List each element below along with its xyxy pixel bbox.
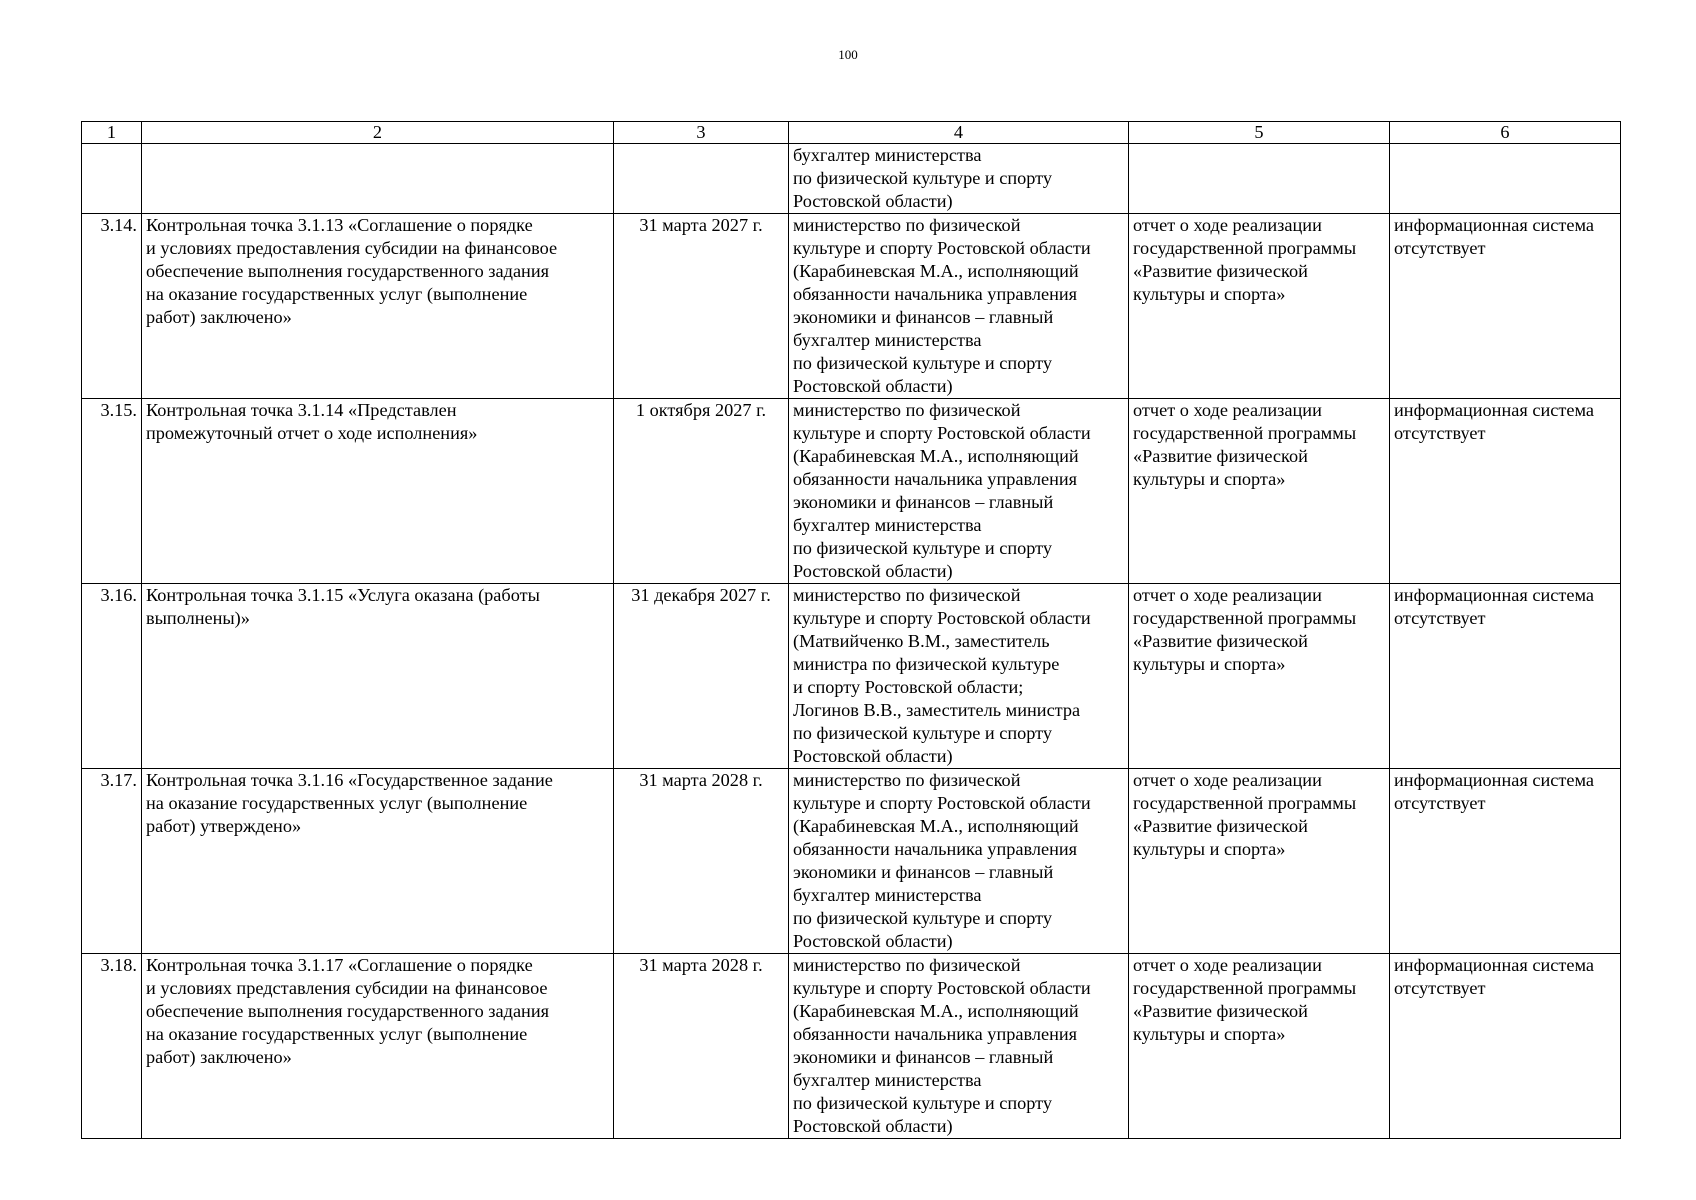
information-system: информационная система отсутствует (1390, 399, 1621, 584)
confirming-document: отчет о ходе реализации государственной программы «Развитие физической культуры и спорта» (1129, 954, 1390, 1139)
column-header: 1 (82, 122, 142, 144)
control-point-name (142, 144, 614, 214)
row-number: 3.18. (82, 954, 142, 1139)
control-point-name: Контрольная точка 3.1.13 «Соглашение о порядке и условиях предоставления субсидии на финансовое обеспечение выполнения государственного задания на оказание государственных услуг (выполнение работ) заключено» (142, 214, 614, 399)
table-row (82, 214, 1621, 399)
responsible-executor: министерство по физической культуре и спорту Ростовской области (Карабиневская М.А., исполняющий обязанности начальника управления экономики и финансов – главный бухгалтер министерства по физической культуре и спорту Ростовской области) (789, 399, 1129, 584)
row-number: 3.15. (82, 399, 142, 584)
deadline-date: 31 декабря 2027 г. (614, 584, 789, 769)
information-system: информационная система отсутствует (1390, 214, 1621, 399)
information-system (1390, 144, 1621, 214)
deadline-date: 31 марта 2028 г. (614, 769, 789, 954)
table-row (82, 399, 1621, 584)
responsible-executor: министерство по физической культуре и спорту Ростовской области (Матвийченко В.М., заместитель министра по физической культуре и спорту Ростовской области; Логинов В.В., заместитель министра по физической культуре и спорту Ростовской области) (789, 584, 1129, 769)
control-point-name: Контрольная точка 3.1.15 «Услуга оказана (работы выполнены)» (142, 584, 614, 769)
deadline-date: 1 октября 2027 г. (614, 399, 789, 584)
confirming-document: отчет о ходе реализации государственной программы «Развитие физической культуры и спорта» (1129, 214, 1390, 399)
information-system: информационная система отсутствует (1390, 584, 1621, 769)
table-row (82, 144, 1621, 214)
confirming-document: отчет о ходе реализации государственной программы «Развитие физической культуры и спорта» (1129, 399, 1390, 584)
deadline-date (614, 144, 789, 214)
control-point-name: Контрольная точка 3.1.14 «Представлен промежуточный отчет о ходе исполнения» (142, 399, 614, 584)
table-row (82, 954, 1621, 1139)
control-point-name: Контрольная точка 3.1.16 «Государственное задание на оказание государственных услуг (выполнение работ) утверждено» (142, 769, 614, 954)
confirming-document (1129, 144, 1390, 214)
column-header: 3 (614, 122, 789, 144)
deadline-date: 31 марта 2028 г. (614, 954, 789, 1139)
table-row (82, 769, 1621, 954)
information-system: информационная система отсутствует (1390, 954, 1621, 1139)
column-header: 2 (142, 122, 614, 144)
responsible-executor: министерство по физической культуре и спорту Ростовской области (Карабиневская М.А., исполняющий обязанности начальника управления экономики и финансов – главный бухгалтер министерства по физической культуре и спорту Ростовской области) (789, 769, 1129, 954)
confirming-document: отчет о ходе реализации государственной программы «Развитие физической культуры и спорта» (1129, 584, 1390, 769)
responsible-executor: министерство по физической культуре и спорту Ростовской области (Карабиневская М.А., исполняющий обязанности начальника управления экономики и финансов – главный бухгалтер министерства по физической культуре и спорту Ростовской области) (789, 954, 1129, 1139)
confirming-document: отчет о ходе реализации государственной программы «Развитие физической культуры и спорта» (1129, 769, 1390, 954)
column-header: 5 (1129, 122, 1390, 144)
control-point-name: Контрольная точка 3.1.17 «Соглашение о порядке и условиях представления субсидии на финансовое обеспечение выполнения государственного задания на оказание государственных услуг (выполнение работ) заключено» (142, 954, 614, 1139)
row-number (82, 144, 142, 214)
control-points-table (81, 121, 1621, 1139)
row-number: 3.14. (82, 214, 142, 399)
column-header: 4 (789, 122, 1129, 144)
table-row (82, 584, 1621, 769)
table-header-row (82, 122, 1621, 144)
row-number: 3.16. (82, 584, 142, 769)
page-number: 100 (838, 47, 858, 62)
deadline-date: 31 марта 2027 г. (614, 214, 789, 399)
responsible-executor: министерство по физической культуре и спорту Ростовской области (Карабиневская М.А., исполняющий обязанности начальника управления экономики и финансов – главный бухгалтер министерства по физической культуре и спорту Ростовской области) (789, 214, 1129, 399)
responsible-executor: бухгалтер министерства по физической культуре и спорту Ростовской области) (789, 144, 1129, 214)
column-header: 6 (1390, 122, 1621, 144)
information-system: информационная система отсутствует (1390, 769, 1621, 954)
row-number: 3.17. (82, 769, 142, 954)
